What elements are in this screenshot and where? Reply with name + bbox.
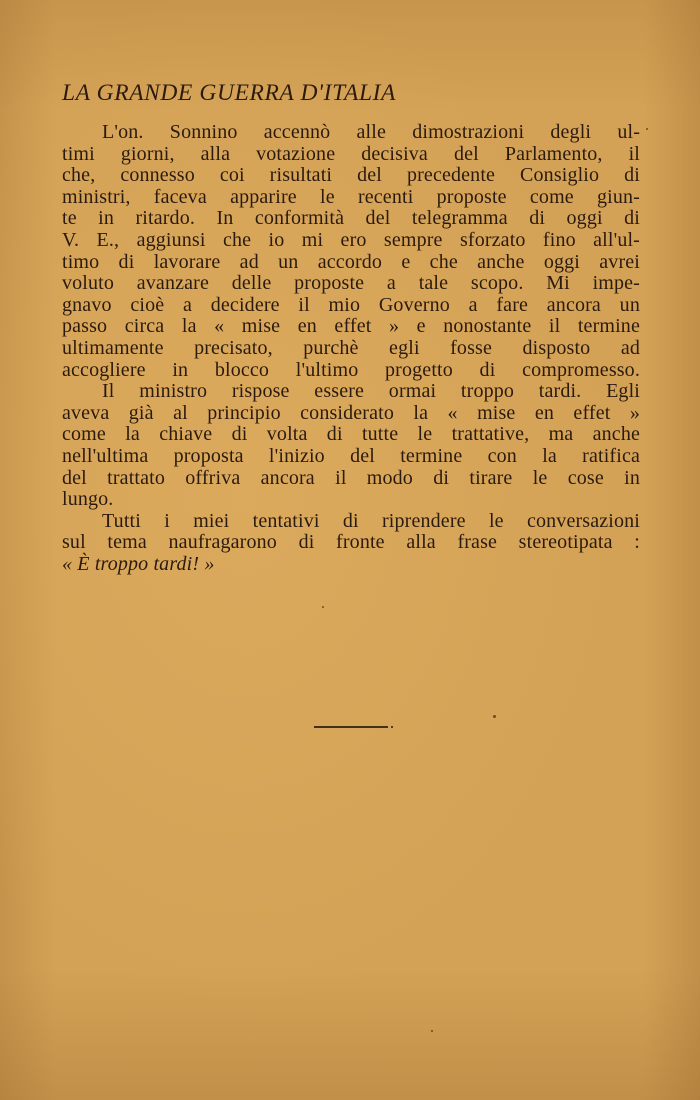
- text-line: accogliere in blocco l'ultimo progetto di compromesso.: [62, 358, 640, 381]
- text-line: Tutti i miei tentativi di riprendere le conversazioni: [102, 509, 640, 532]
- text-line: L'on. Sonnino accennò alle dimostrazioni degli ul-: [102, 121, 640, 143]
- text-line: Il ministro rispose essere ormai troppo tardi. Egli: [102, 380, 640, 403]
- running-head: LA GRANDE GUERRA D'ITALIA: [62, 80, 396, 106]
- paragraph-1: [62, 122, 640, 381]
- text-line: gnavo cioè a decidere il mio Governo a fare ancora un: [62, 293, 640, 316]
- text-line: ultimamente precisato, purchè egli fosse disposto ad: [62, 336, 640, 359]
- text-line: timo di lavorare ad un accordo e che anche oggi avrei: [62, 250, 640, 273]
- paragraph-2: [62, 381, 640, 511]
- rule-end-dot: [391, 726, 393, 728]
- closing-quote-text: « È troppo tardi! »: [62, 552, 215, 575]
- text-line: passo circa la « mise en effet » e nonostante il termine: [62, 315, 640, 338]
- text-line: voluto avanzare delle proposte a tale scopo. Mi impe-: [62, 272, 640, 295]
- text-line: V. E., aggiunsi che io mi ero sempre sforzato fino all'ul-: [62, 228, 640, 251]
- text-line: che, connesso coi risultati del precedente Consiglio di: [62, 164, 640, 187]
- text-line: ministri, faceva apparire le recenti proposte come giun-: [62, 185, 640, 208]
- page-text: [62, 76, 640, 575]
- section-end-rule: [314, 726, 388, 728]
- text-line: come la chiave di volta di tutte le trattative, ma anche: [62, 423, 640, 446]
- paper-speck: [646, 128, 648, 130]
- text-line: del trattato offriva ancora il modo di tirare le cose in: [62, 466, 640, 489]
- text-line: aveva già al principio considerato la « mise en effet »: [62, 401, 640, 424]
- paragraph-3: [62, 511, 640, 576]
- paper-speck: [493, 715, 496, 718]
- paper-speck: [431, 1030, 433, 1032]
- text-line: nell'ultima proposta l'inizio del termine con la ratifica: [62, 444, 640, 467]
- text-line: te in ritardo. In conformità del telegramma di oggi di: [62, 207, 640, 230]
- paper-speck: [322, 606, 324, 608]
- text-line: timi giorni, alla votazione decisiva del Parlamento, il: [62, 142, 640, 165]
- closing-quote: [62, 554, 640, 576]
- text-line: lungo.: [62, 488, 114, 511]
- text-line: sul tema naufragarono di fronte alla frase stereotipata :: [62, 531, 640, 554]
